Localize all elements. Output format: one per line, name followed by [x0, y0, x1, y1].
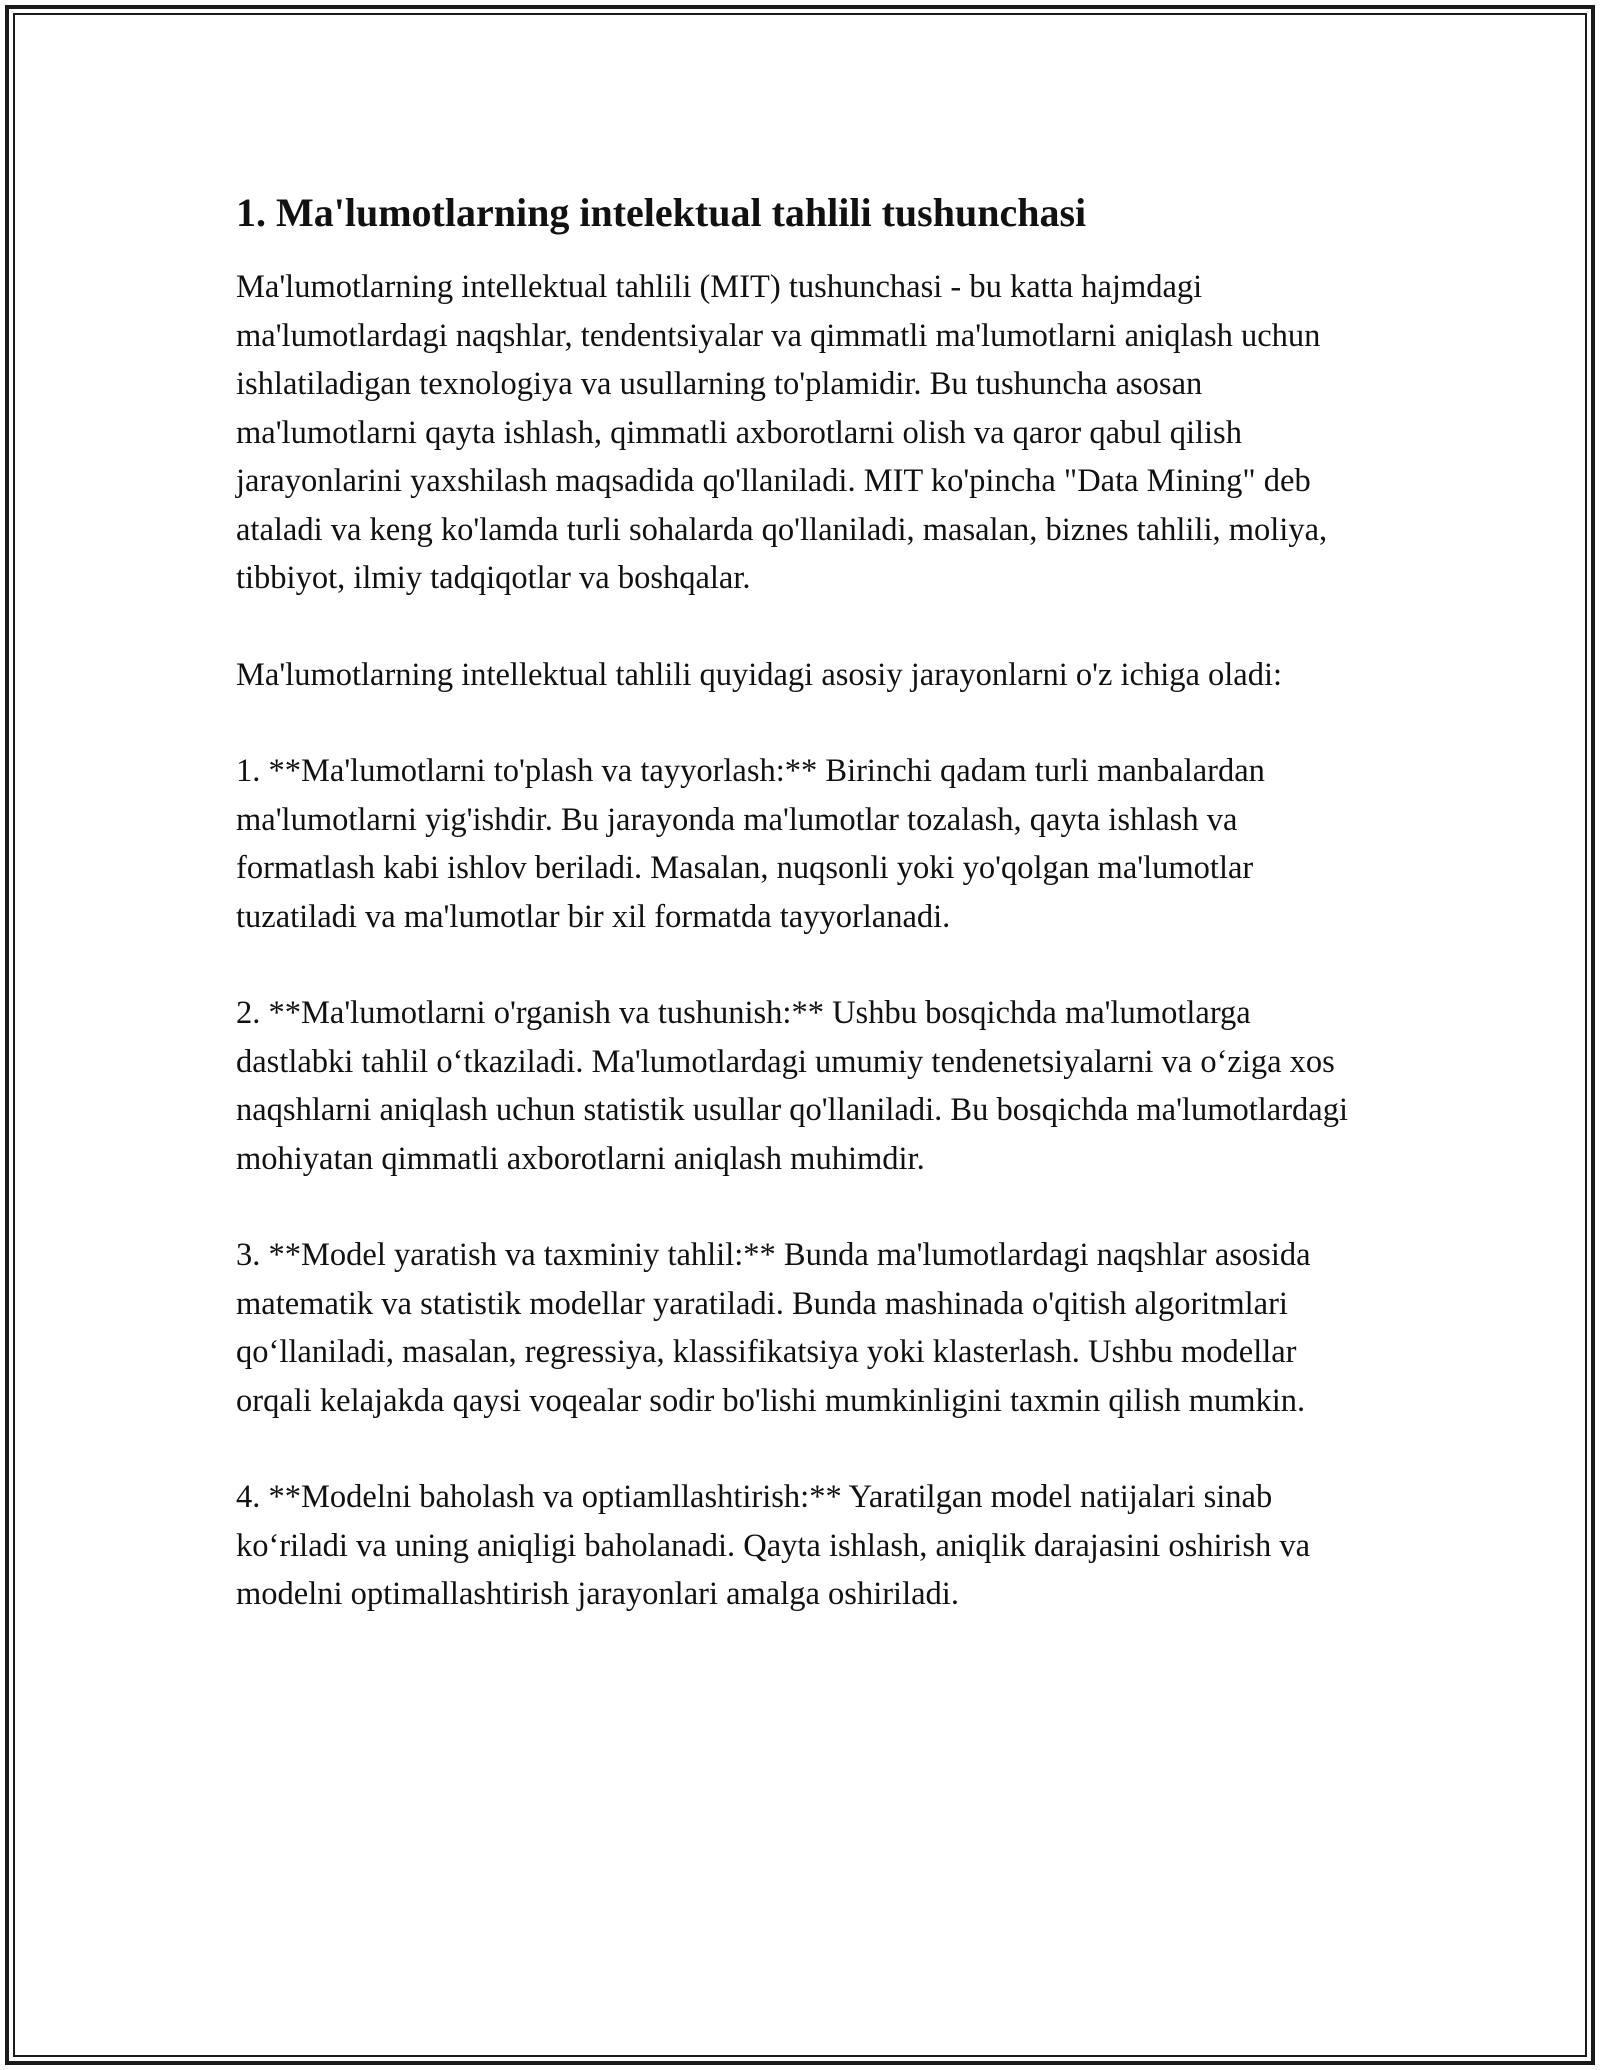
paragraph-process-lead: Ma'lumotlarning intellektual tahlili quyidagi asosiy jarayonlarni o'z ichiga oladi: — [236, 656, 1283, 693]
section-heading: 1. Ma'lumotlarning intelektual tahlili tushunchasi — [236, 190, 1087, 235]
document-body — [236, 185, 1376, 1667]
list-item-model-building: 3. **Model yaratish va taxminiy tahlil:** Bunda ma'lumotlardagi naqshlar asosida matematik va statistik modellar yaratiladi. Bunda mashinada o'qitish algoritmlari qo‘llaniladi, masalan, regressiya, klassifikatsiya yoki klasterlash. Ushbu modellar orqali kelajakda qaysi voqealar sodir bo'lishi mumkinligini taxmin qilish mumkin. — [236, 1237, 1311, 1419]
list-item-data-collection: 1. **Ma'lumotlarni to'plash va tayyorlash:** Birinchi qadam turli manbalardan ma'lumotlarni yig'ishdir. Bu jarayonda ma'lumotlar tozalash, qayta ishlash va formatlash kabi ishlov beriladi. Masalan, nuqsonli yoki yo'qolgan ma'lumotlar tuzatiladi va ma'lumotlar bir xil formatda tayyorlanadi. — [236, 753, 1265, 935]
list-item-model-evaluation: 4. **Modelni baholash va optiamllashtirish:** Yaratilgan model natijalari sinab ko‘riladi va uning aniqligi baholanadi. Qayta ishlash, aniqlik darajasini oshirish va modelni optimallashtirish jarayonlari amalga oshiriladi. — [236, 1479, 1311, 1612]
paragraph-intro: Ma'lumotlarning intellektual tahlili (MIT) tushunchasi - bu katta hajmdagi ma'lumotlardagi naqshlar, tendentsiyalar va qimmatli ma'lumotlarni aniqlash uchun ishlatiladigan texnologiya va usullarning to'plamidir. Bu tushuncha asosan ma'lumotlarni qayta ishlash, qimmatli axborotlarni olish va qaror qabul qilish jarayonlarini yaxshilash maqsadida qo'llaniladi. MIT ko'pincha "Data Mining" deb ataladi va keng ko'lamda turli sohalarda qo'llaniladi, masalan, biznes tahlili, moliya, tibbiyot, ilmiy tadqiqotlar va boshqalar. — [236, 269, 1328, 596]
list-item-data-exploration: 2. **Ma'lumotlarni o'rganish va tushunish:** Ushbu bosqichda ma'lumotlarga dastlabki tahlil o‘tkaziladi. Ma'lumotlardagi umumiy tendenetsiyalarni va o‘ziga xos naqshlarni aniqlash uchun statistik usullar qo'llaniladi. Bu bosqichda ma'lumotlardagi mohiyatan qimmatli axborotlarni aniqlash muhimdir. — [236, 995, 1348, 1177]
